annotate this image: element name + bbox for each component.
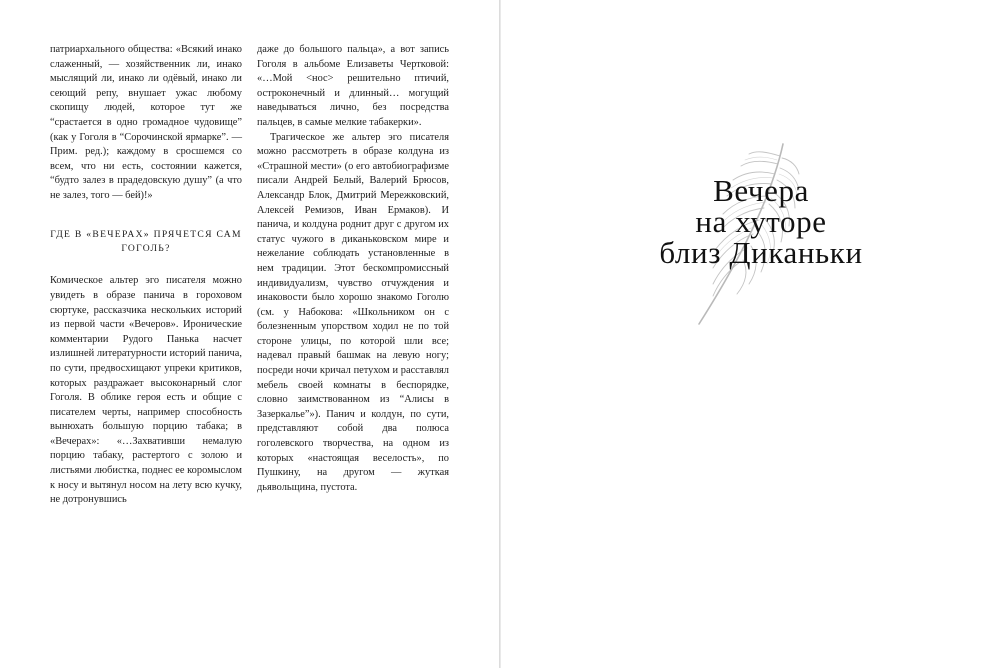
body-paragraph: Трагическое же альтер эго писателя можно рассмотреть в образе колдуна из «Страшной мести» (о его автобиографизме писали Андрей Белый, Валерий Брюсов, Александр Блок, Дмитрий Мережковский, Алексей Ремизов, Иван Ермаков). И панича, и колдуна роднит друг с другом их статус чужого в диканьковском мире и нежелание соблюдать установленные в нем традиции. Этот бескомпромиссный индивидуализм, чувство отчуждения и инаковости было хорошо знакомо Гоголю (см. у Набокова: «Школьником он с болезненным упорством ходил не по той стороне улицы, по которой шли все; надевал правый башмак на левую ногу; посреди ночи кричал петухом и расставлял мебель своей комнаты в беспорядке, словно заимствованном из “Алисы в Зазеркалье”»). Панич и колдун, по сути, представляют собой два полюса гоголевского творчества, на одном из которых «настоящая веселость», по Пушкину, на другом — жуткая дьявольщина, пустота.	[257, 131, 449, 493]
text-column-1	[50, 43, 242, 508]
section-heading: ГДЕ В «ВЕЧЕРАХ» ПРЯЧЕТСЯ САМ ГОГОЛЬ?	[50, 228, 242, 254]
text-column-2	[257, 43, 449, 495]
right-page	[501, 0, 1000, 668]
book-title	[581, 175, 941, 268]
body-paragraph: патриархального общества: «Всякий инако слаженный, — хозяйственник ли, инако мыслящий ли, инако ли одёвый, инако ли сеющий репу, внушает ужас любому скопищу людей, которое тут же “срастается в одно громадное чудовище” (как у Гоголя в “Сорочинской ярмарке”. — Прим. ред.); каждому в сросшемся со всем, что ни есть, состоянии кажется, “будто залез в прадедовскую душу” (а что не залез, того — бей)!»	[50, 44, 242, 201]
body-paragraph: Комическое альтер эго писателя можно увидеть в образе панича в гороховом сюртуке, рассказчика нескольких историй из первой части «Вечеров». Иронические комментарии Рудого Панька насчет излишней литературности историй панича, по сути, предвосхищают упреки критиков, которых раздражает высоконарный слог Гоголя. В облике героя есть и общие с писателем черты, например способность вынюхать большую порцию табака; в «Вечерах»: «…Захвативши немалую порцию табаку, растертого с золою и листьями любистка, поднес ее коромыслом к носу и вытянул носом на лету всю кучку, не дотронувшись	[50, 275, 242, 506]
title-line-1: Вечера	[713, 173, 809, 208]
body-paragraph: даже до большого пальца», а вот запись Гоголя в альбоме Елизаветы Чертковой: «…Мой <нос> решительно птичий, остроконечный и длинный… могущий наведываться лично, без посредства пальцев, в самые мелкие табакерки».	[257, 44, 449, 128]
title-line-2: на хуторе	[695, 204, 827, 239]
title-line-3: близ Диканьки	[659, 235, 863, 270]
